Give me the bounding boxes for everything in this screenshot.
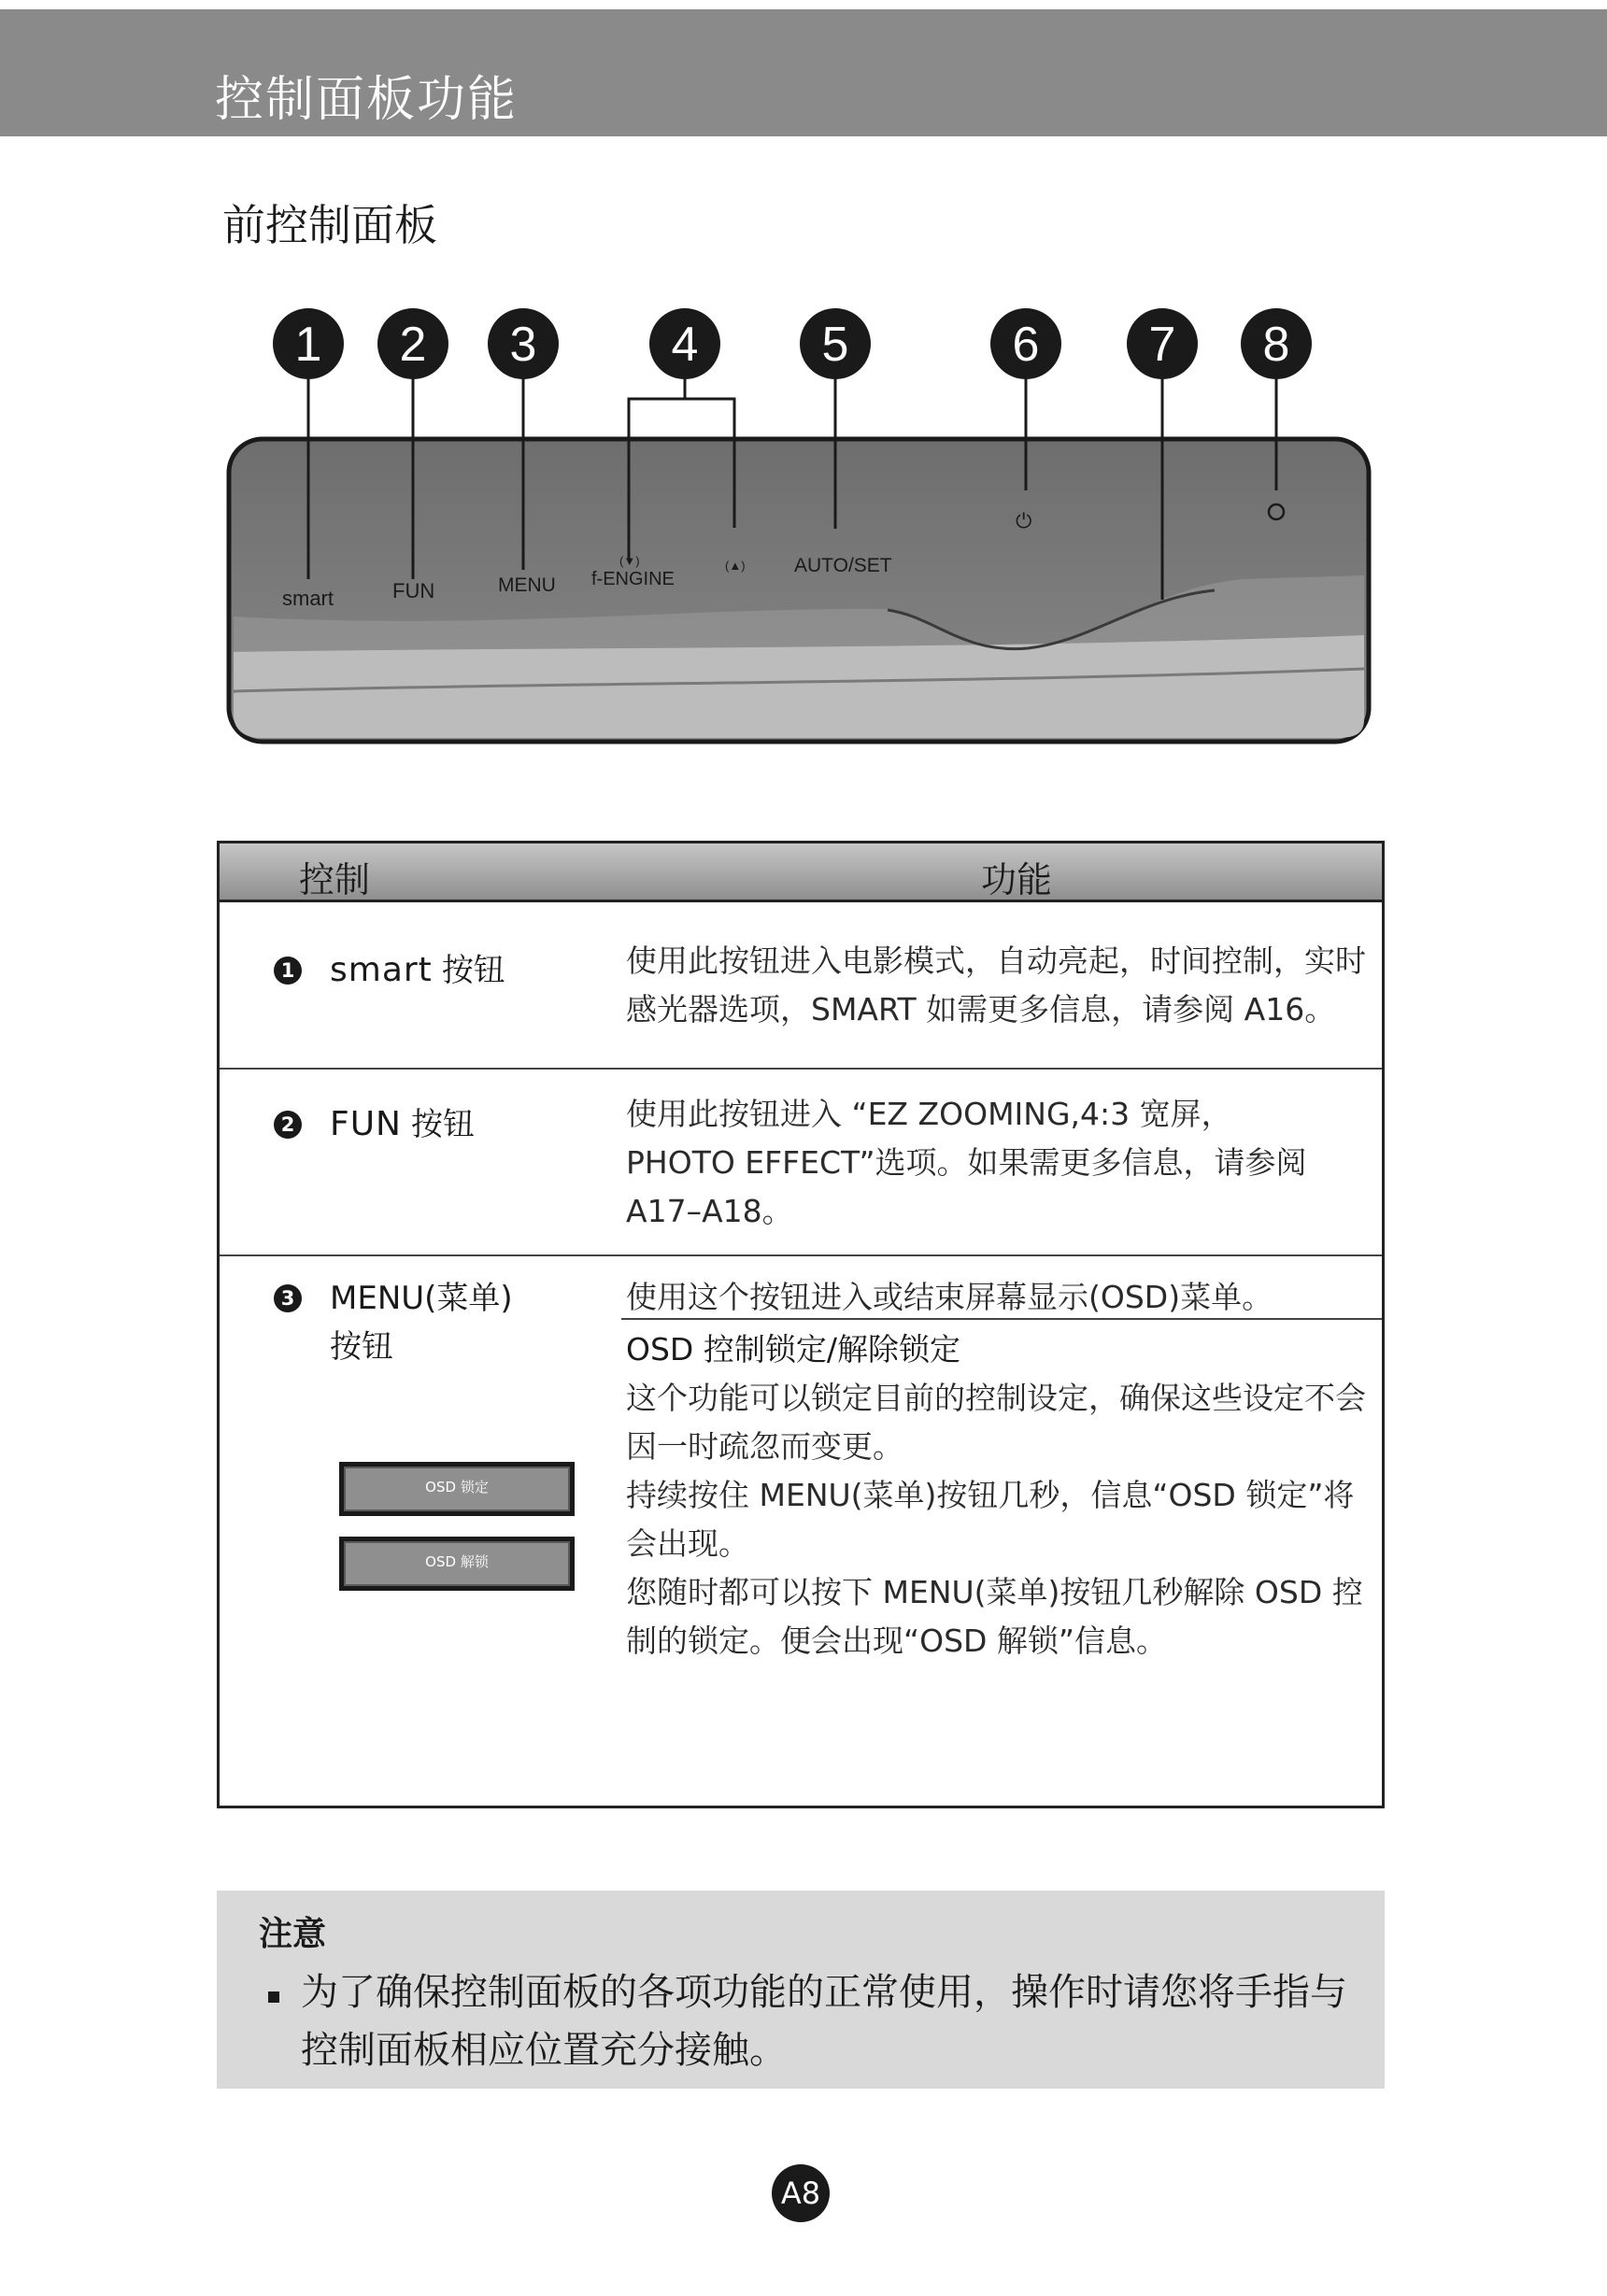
- header-function: 功能: [981, 859, 1053, 900]
- fun-logo: FUN: [330, 1105, 402, 1143]
- control-function-table: [217, 841, 1385, 1808]
- panel-label-engine-up: (▲): [725, 559, 746, 573]
- note-text: 为了确保控制面板的各项功能的正常使用，操作时请您将手指与控制面板相应位置充分接触。: [301, 1971, 1347, 2072]
- row-divider: [220, 1068, 1382, 1070]
- osd-lock-paragraph: 这个功能可以锁定目前的控制设定，确保这些设定不会因一时疏忽而变更。: [626, 1380, 1366, 1465]
- row-divider: [220, 1254, 1382, 1256]
- control-name: 按钮: [411, 1106, 475, 1143]
- osd-unlocked-message: [339, 1537, 575, 1591]
- bullet-icon: [268, 1991, 279, 2003]
- osd-unlocked-text: OSD 解锁: [344, 1541, 570, 1586]
- svg-text:7: 7: [1148, 318, 1176, 372]
- svg-text:6: 6: [1012, 318, 1040, 372]
- osd-lock-paragraph: 持续按住 MENU(菜单)按钮几秒，信息“OSD 锁定”将会出现。: [626, 1477, 1355, 1562]
- row-subdivider: [621, 1318, 1382, 1320]
- svg-text:1: 1: [294, 318, 322, 372]
- row-number-2: 2: [274, 1111, 302, 1139]
- svg-text:5: 5: [821, 318, 849, 372]
- page-title: 控制面板功能: [215, 72, 519, 128]
- section-title: 前控制面板: [222, 200, 437, 250]
- row-description-3: 使用这个按钮进入或结束屏幕显示(OSD)菜单。: [626, 1279, 1273, 1315]
- callout-6: [990, 308, 1061, 379]
- row-number-3: 3: [274, 1284, 302, 1312]
- svg-text:4: 4: [671, 318, 699, 372]
- callout-8: [1241, 308, 1312, 379]
- svg-text:2: 2: [399, 318, 427, 372]
- row-number-1: 1: [274, 957, 302, 985]
- row-description-2: 使用此按钮进入 “EZ ZOOMING,4:3 宽屏，PHOTO EFFECT”选项。如果需更多信息，请参阅 A17–A18。: [626, 1096, 1307, 1229]
- smart-logo: smart: [330, 951, 433, 989]
- osd-lock-title: OSD 控制锁定/解除锁定: [626, 1331, 960, 1368]
- osd-locked-message: [339, 1462, 575, 1516]
- callout-7: [1127, 308, 1198, 379]
- row-control-smart: [330, 946, 505, 995]
- row-control-fun: [330, 1100, 475, 1149]
- callout-1: [273, 308, 344, 379]
- power-icon: ⏻: [1016, 509, 1032, 532]
- table-header: [220, 843, 1382, 902]
- svg-text:8: 8: [1262, 318, 1290, 372]
- note-title: 注意: [259, 1915, 327, 1953]
- callout-5: [800, 308, 871, 379]
- panel-label-menu: MENU: [498, 574, 556, 596]
- control-name: 按钮: [441, 952, 505, 989]
- panel-label-smart: smart: [282, 587, 334, 610]
- panel-label-fun: FUN: [392, 579, 435, 602]
- osd-locked-text: OSD 锁定: [344, 1467, 570, 1511]
- panel-label-autoset: AUTO/SET: [794, 555, 892, 576]
- osd-lock-paragraph: 您随时都可以按下 MENU(菜单)按钮几秒解除 OSD 控制的锁定。便会出现“OSD 解锁”信息。: [626, 1574, 1363, 1659]
- control-name-suffix: 按钮: [330, 1328, 393, 1366]
- control-panel-diagram: [215, 299, 1392, 766]
- panel-label-engine-down: (▼): [619, 554, 640, 568]
- callout-3: [488, 308, 559, 379]
- panel-label-fengine: f-ENGINE: [591, 569, 675, 589]
- note-box: [217, 1891, 1385, 2089]
- control-name: MENU(菜单): [330, 1280, 513, 1317]
- row-description-1: 使用此按钮进入电影模式，自动亮起，时间控制，实时感光器选项，SMART 如需更多信息，请参阅 A16。: [626, 942, 1366, 1028]
- row-control-menu: [330, 1274, 513, 1371]
- page-number: A8: [772, 2164, 830, 2222]
- osd-lock-section: [626, 1325, 1373, 1665]
- callout-2: [377, 308, 448, 379]
- header-control: 控制: [299, 859, 371, 900]
- svg-text:3: 3: [509, 318, 537, 372]
- callout-4: [649, 308, 720, 379]
